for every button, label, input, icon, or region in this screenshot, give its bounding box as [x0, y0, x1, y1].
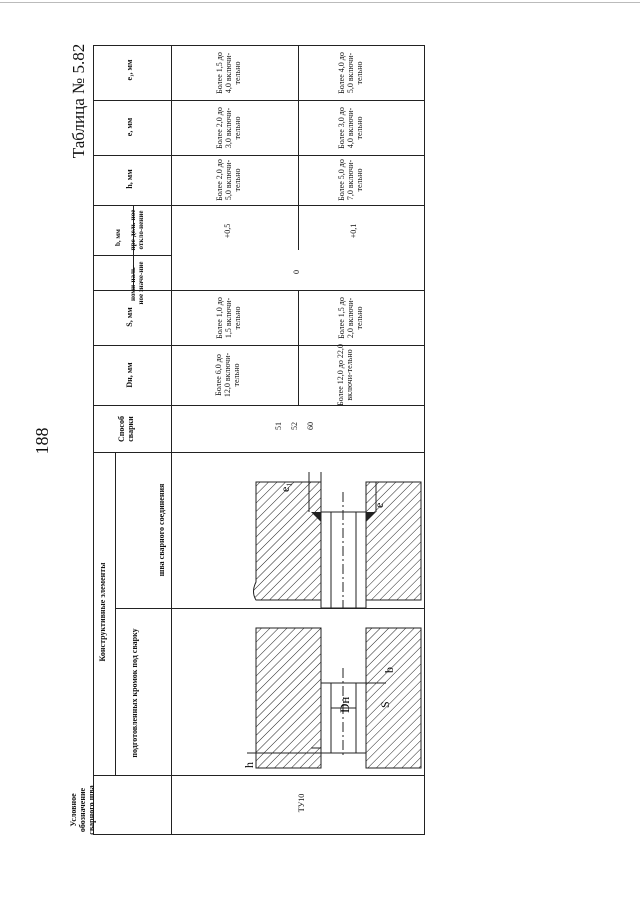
- sub2-b-dev: +0,1: [349, 223, 358, 239]
- sub1-e: Более 2,0 до 3,0 включи-тельно: [215, 107, 242, 149]
- weld-seam-drawing: [171, 452, 425, 608]
- sub1-s: Более 1,0 до 1,5 включи-тельно: [215, 297, 242, 339]
- row-line: [93, 100, 425, 101]
- sub1-b-dev: +0,5: [223, 223, 232, 239]
- method-51: 51: [274, 422, 283, 430]
- drawing-label-b: b: [382, 667, 396, 673]
- row-line: [93, 345, 425, 346]
- table-label: Таблица № 5.82: [69, 43, 88, 159]
- sub2-e: Более 3,0 до 4,0 включи-тельно: [337, 107, 364, 149]
- page-number: 188: [32, 427, 52, 455]
- drawing-label-e1: e₁: [278, 482, 292, 492]
- col-line: [115, 452, 116, 775]
- method-52: 52: [290, 422, 299, 430]
- header-prepared-edges: подготовленных кромок под сварку: [130, 628, 139, 758]
- header-h: h, мм: [125, 169, 134, 189]
- prepared-edges-drawing: [171, 608, 425, 775]
- sub2-dn: Более 12,0 до 22,0 включи-тельно: [336, 344, 354, 406]
- header-e1: e₁, мм: [125, 59, 134, 81]
- header-method: Способ сварки: [117, 416, 135, 442]
- header-b-nominal: номи-наль-ное значе-ние: [129, 261, 145, 305]
- sub2-s: Более 1,5 до 2,0 включи-тельно: [337, 297, 364, 339]
- sub2-e1: Более 4,0 до 5,0 включи-тельно: [337, 52, 364, 94]
- col-line: [298, 45, 299, 250]
- header-weld-seam: шва сварного соединения: [157, 483, 166, 577]
- sub1-dn: Более 6,0 до 12,0 включи-тельно: [214, 352, 241, 398]
- page-top-rule: [0, 2, 640, 3]
- row-line: [93, 255, 171, 256]
- header-s: S, мм: [125, 307, 134, 327]
- drawing-label-dn: Dн: [337, 696, 352, 713]
- sub2-h: Более 5,0 до 7,0 включи-тельно: [337, 159, 364, 201]
- row-line: [93, 155, 425, 156]
- header-b-deviation: пре-дель-ное откло-нение: [129, 209, 145, 251]
- drawing-label-s: S: [378, 701, 392, 708]
- drawing-label-e: e: [372, 502, 386, 508]
- sub1-e1: Более 1,5 до 4,0 включи-тельно: [215, 52, 242, 94]
- row-line: [93, 205, 425, 206]
- col-line: [298, 290, 299, 405]
- drawing-label-h: h: [242, 762, 256, 768]
- header-dn: Dн, мм: [125, 362, 134, 388]
- header-e: e, мм: [125, 117, 134, 137]
- b-nominal-value: 0: [292, 270, 301, 274]
- row-line: [93, 405, 425, 406]
- header-b: b, мм: [114, 229, 122, 246]
- row-line: [93, 775, 425, 776]
- designation-value: ТУ10: [297, 793, 306, 813]
- method-60: 60: [306, 422, 315, 430]
- header-elements: Конструктивные элементы: [98, 562, 107, 662]
- sub1-h: Более 2,0 до 5,0 включи-тельно: [215, 159, 242, 201]
- header-designation: Условное обозначение сварного шва: [69, 785, 96, 835]
